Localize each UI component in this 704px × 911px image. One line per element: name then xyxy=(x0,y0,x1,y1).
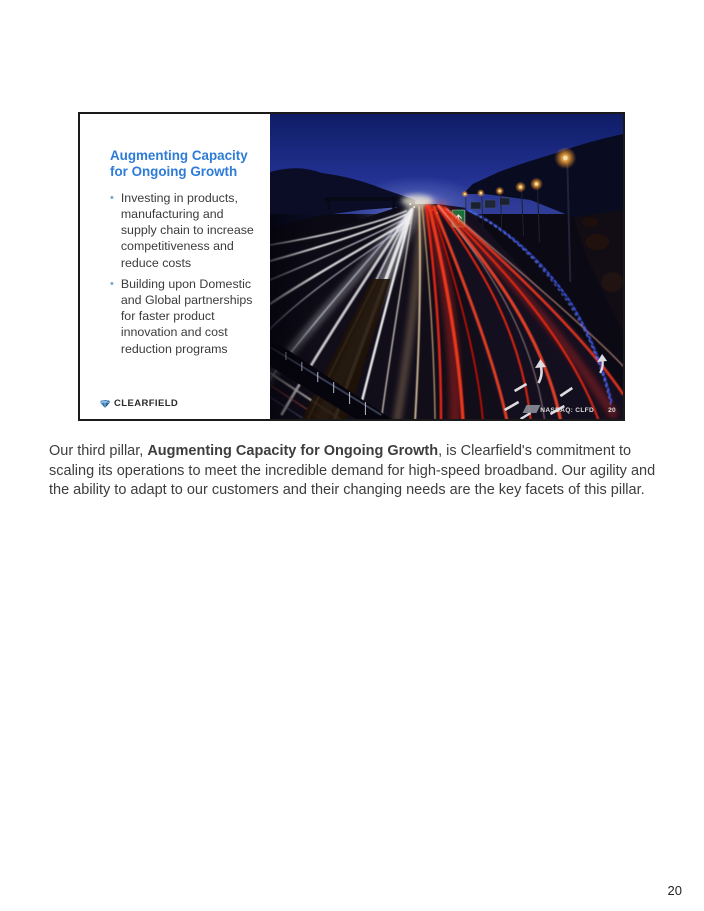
bullet-icon: • xyxy=(110,191,114,204)
clearfield-logo-text: CLEARFIELD xyxy=(114,397,179,409)
slide-text-panel xyxy=(80,114,270,419)
clearfield-logo xyxy=(99,397,178,409)
paragraph-prefix: Our third pillar, xyxy=(49,443,148,459)
page-number: 20 xyxy=(667,883,682,898)
highway-photo-graphic xyxy=(270,114,623,419)
slide-number: 20 xyxy=(608,407,616,414)
transcript-paragraph xyxy=(49,442,664,501)
slide-bullet-item xyxy=(110,276,258,357)
clearfield-gem-icon xyxy=(99,397,111,409)
nasdaq-ticker: NASDAQ: CLFD xyxy=(540,407,595,414)
highway-night-photo xyxy=(270,114,623,419)
bullet-text: Investing in products, manufacturing and supply chain to increase competitiveness and reduce costs xyxy=(120,190,254,270)
slide-bullet-item xyxy=(110,190,258,271)
bullet-text: Building upon Domestic and Global partnerships for faster product innovation and cost reduction programs xyxy=(120,276,253,356)
slide-footer xyxy=(540,407,616,414)
bullet-icon: • xyxy=(110,277,114,290)
paragraph-bold-phrase: Augmenting Capacity for Ongoing Growth xyxy=(147,443,439,459)
slide-thumbnail xyxy=(78,112,625,421)
paragraph-suffix: , is Clearfield's commitment to scaling its operations to meet the incredible demand for high-speed broadband. Our agility and the ability to adapt to our customers and their changing needs are the key facets of this pillar. xyxy=(49,443,656,499)
slide-title: Augmenting Capacity for Ongoing Growth xyxy=(110,148,248,180)
